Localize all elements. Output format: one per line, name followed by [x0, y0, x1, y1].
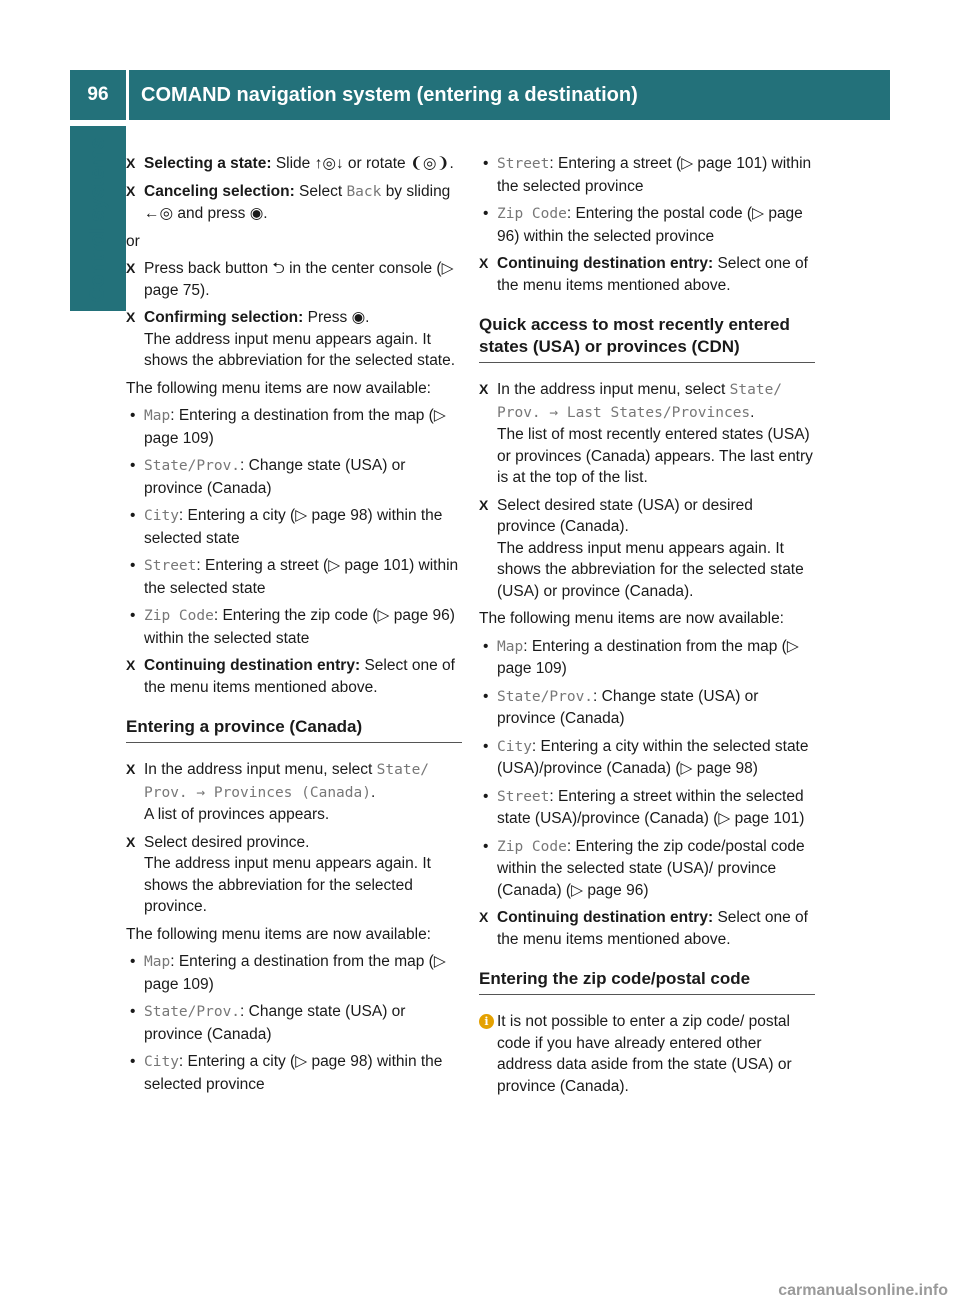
info-text: It is not possible to enter a zip code/ postal code if you have already entered other address data aside from the state (USA) or province (Canada).: [497, 1013, 792, 1095]
step-marker-icon: X: [126, 155, 136, 171]
step-label: Continuing destination entry:: [497, 255, 714, 272]
step-marker-icon: X: [126, 761, 136, 777]
step-marker-icon: X: [479, 496, 489, 513]
step-text: Select one of the menu items mentioned above.: [144, 657, 455, 696]
available-intro: The following menu items are now available:: [126, 925, 431, 943]
step-marker-icon: X: [126, 260, 136, 276]
step-select-province: [126, 832, 462, 918]
step-text: Press ◉.: [307, 309, 370, 326]
menu-item-code: State/ Prov. → Provinces (Canada): [144, 762, 430, 801]
step-continuing: [479, 253, 815, 296]
menu-items-list: [479, 636, 815, 902]
list-item: • City: Entering a city (▷ page 98) within the selected province: [130, 1053, 443, 1093]
info-icon: i: [479, 1014, 494, 1029]
menu-item-code: State/ Prov. → Last States/Provinces: [497, 382, 783, 421]
step-text: Select desired province.: [144, 833, 310, 851]
step-result: The address input menu appears again. It shows the abbreviation for the selected province.: [144, 855, 431, 915]
step-result: The address input menu appears again. It shows the abbreviation for the selected state.: [144, 330, 456, 369]
step-label: Canceling selection:: [144, 182, 295, 200]
list-item: • Street: Entering a street within the selected state (USA)/province (Canada) (▷ page 101): [483, 787, 805, 827]
list-item: • City: Entering a city within the selected state (USA)/province (Canada) (▷ page 98): [483, 737, 809, 777]
step-marker-icon: X: [479, 255, 489, 271]
step-continuing: [126, 655, 462, 698]
list-item: • State/Prov.: Change state (USA) or province (Canada): [130, 457, 406, 497]
step-text: Select desired state (USA) or desired province (Canada).: [497, 496, 753, 535]
step-last-states: X In the address input menu, select State/ Prov. → Last States/Provinces. The list of most recently entered states (USA) or provinces (Canada) appears. The last entry is at the top of the list.: [479, 379, 815, 489]
step-province-select: X In the address input menu, select State/ Prov. → Provinces (Canada). A list of provinces appears.: [126, 759, 462, 826]
step-result: A list of provinces appears.: [144, 806, 330, 823]
list-item: • Zip Code: Entering the zip code (▷ page 96) within the selected state: [130, 607, 455, 647]
list-item: • Map: Entering a destination from the map (▷ page 109): [130, 407, 446, 447]
list-item: • Zip Code: Entering the zip code/postal code within the selected state (USA)/ province (Canada) (▷ page 96): [483, 837, 805, 899]
list-item: • City: Entering a city (▷ page 98) within the selected state: [130, 507, 443, 547]
step-canceling: [126, 181, 462, 225]
step-text: Select: [299, 182, 343, 200]
step-label: Continuing destination entry:: [144, 657, 361, 674]
step-marker-icon: X: [126, 833, 136, 850]
menu-items-list: [126, 951, 462, 1095]
step-text: Slide ↑◎↓ or rotate ❨◎❩.: [275, 155, 454, 172]
step-text: by sliding ←◎ and press ◉.: [144, 182, 451, 222]
step-back-button: [126, 258, 462, 301]
step-marker-icon: X: [126, 182, 136, 199]
watermark: carmanualsonline.info: [778, 1282, 948, 1299]
section-heading: Entering a province (Canada): [126, 716, 462, 743]
step-select-state: [479, 495, 815, 603]
step-confirming: [126, 307, 462, 372]
step-marker-icon: X: [479, 909, 489, 925]
step-marker-icon: X: [126, 657, 136, 673]
side-tab-label: Control systems: [86, 137, 109, 303]
section-heading: Quick access to most recently entered states (USA) or provinces (CDN): [479, 314, 815, 363]
header-bar: [70, 70, 890, 120]
list-item: • Street: Entering a street (▷ page 101) within the selected state: [130, 557, 459, 597]
menu-items-list: [126, 405, 462, 649]
page-title: COMAND navigation system (entering a destination): [141, 83, 638, 106]
list-item: • Map: Entering a destination from the map (▷ page 109): [483, 637, 799, 677]
step-marker-icon: X: [126, 309, 136, 325]
step-selecting-state: [126, 153, 462, 175]
right-column: [479, 153, 815, 1097]
step-text: Press back button ⮌ in the center console (▷ page 75).: [144, 260, 454, 299]
or-text: or: [126, 232, 140, 250]
step-text: Select one of the menu items mentioned above.: [497, 255, 808, 294]
available-intro: The following menu items are now available:: [479, 610, 784, 627]
list-item: • Map: Entering a destination from the map (▷ page 109): [130, 953, 446, 993]
list-item: • State/Prov.: Change state (USA) or province (Canada): [130, 1003, 406, 1043]
step-result: The address input menu appears again. It shows the abbreviation for the selected state (USA) or province (Canada).: [497, 539, 804, 600]
step-text: Select one of the menu items mentioned above.: [497, 909, 808, 948]
page-number: 96: [70, 70, 129, 120]
section-heading: Entering the zip code/postal code: [479, 968, 815, 995]
step-text: In the address input menu, select: [144, 761, 373, 778]
step-result: The list of most recently entered states (USA) or provinces (Canada) appears. The last entry is at the top of the list.: [497, 426, 813, 486]
step-label: Selecting a state:: [144, 155, 272, 172]
list-item: • Street: Entering a street (▷ page 101) within the selected province: [483, 155, 812, 195]
list-item: • Zip Code: Entering the postal code (▷ page 96) within the selected province: [483, 205, 803, 245]
step-text: In the address input menu, select: [497, 381, 726, 398]
step-label: Continuing destination entry:: [497, 909, 714, 926]
step-marker-icon: X: [479, 381, 489, 397]
step-continuing: [479, 907, 815, 950]
list-item: • State/Prov.: Change state (USA) or province (Canada): [483, 687, 759, 727]
menu-item-code: Back: [346, 183, 382, 200]
step-label: Confirming selection:: [144, 309, 304, 326]
info-note: [479, 1011, 815, 1097]
left-column: [126, 153, 462, 1101]
menu-items-list: [479, 153, 815, 247]
available-intro: The following menu items are now available:: [126, 379, 431, 397]
